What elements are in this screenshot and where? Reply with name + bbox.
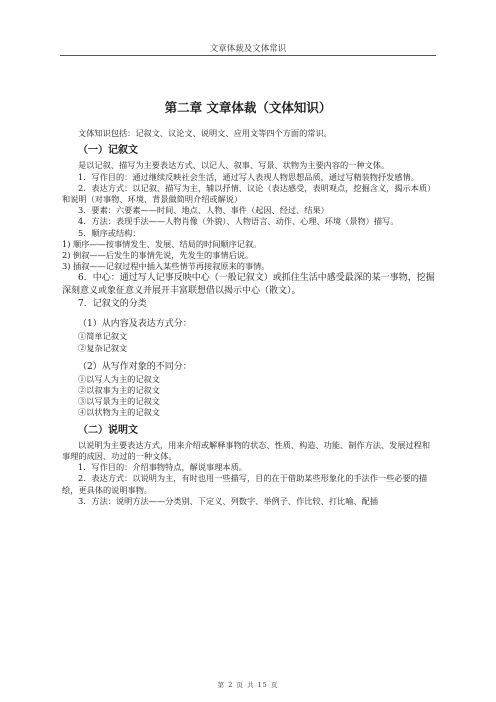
narrative-expression: 2．表达方式：以记叙、描写为主，辅以抒情、议论（表达感受，表明观点，挖掘含义，揭示本质）和说明（对事物、环境、背景做简明介绍或解说） (62, 182, 436, 205)
narrative-classification: 7．记叙文的分类 (78, 299, 147, 310)
expository-purpose: 1．写作目的：介绍事物特点，解说事理本质。 (78, 462, 247, 473)
classification-item: ②复杂记叙文 (78, 342, 128, 353)
classification-item: ④以状物为主的记叙文 (78, 407, 160, 418)
chapter-title: 第二章 文章体裁（文体知识） (164, 100, 332, 115)
page-header: 文章体裁及文体常识 (209, 44, 287, 54)
narrative-order: 5．顺序或结构： (78, 227, 141, 238)
header-rule (60, 55, 436, 56)
expository-definition: 以说明为主要表达方式，用来介绍或解释事物的状态、性质、构造、功能、制作方法、发展过程和事理的成因、功过的一种文体。 (62, 439, 431, 462)
classification-item: ①以写人为主的记叙文 (78, 373, 160, 384)
section-heading-narrative: （一）记叙文 (78, 145, 138, 157)
order-chronological: 1) 顺序——按事情发生、发展、结局的时间顺序记叙。 (62, 238, 262, 249)
classification-by-object: （2）从写作对象的不同分： (78, 361, 192, 372)
expository-methods: 3．方法：说明方法——分类别、下定义、列数字、举例子、作比较、打比喻、配插 (78, 495, 378, 506)
classification-item: ①简单记叙文 (78, 331, 128, 342)
intro-paragraph: 文体知识包括：记叙文、议论文、说明文、应用文等四个方面的常识。 (78, 128, 332, 138)
narrative-methods: 4．方法：表现手法——人物肖像（外貌）、人物语言、动作、心理、环境（景物）描写。 (78, 216, 399, 227)
narrative-center: 6．中心：通过写人记事反映中心（一般记叙文）或抓住生活中感受最深的某一事物，挖掘深刻意义或象征意义并展开丰富联想借以揭示中心（散文）。 (62, 273, 435, 297)
classification-item: ③以写景为主的记叙文 (78, 396, 160, 407)
narrative-elements: 3．要素：六要素——时间、地点、人物、事件（起因、经过、结果） (78, 205, 329, 216)
narrative-purpose: 1．写作目的：通过继续反映社会生活，通过写人表现人物思想品质，通过写精装物抒发感情。 (78, 171, 419, 182)
page-content (62, 128, 436, 507)
page-footer: 第 2 页 共 15 页 (217, 681, 279, 689)
expository-expression: 2．表达方式：以说明为主，有时也用一些描写，目的在于借助某些形象化的手法作一些必要的描绘，更具体的说明事物。 (62, 473, 428, 495)
order-interpolation: 3) 插叙——记叙过程中插入某些情节再接叙原来的事情。 (62, 261, 270, 272)
order-flashback: 2) 倒叙——后发生的事情先说，先发生的事情后说。 (62, 250, 254, 261)
classification-by-content: （1）从内容及表达方式分： (78, 319, 192, 330)
narrative-definition: 是以记叙、描写为主要表达方式、以记人、叙事、写景、状物为主要内容的一种文体。 (78, 160, 390, 171)
section-heading-expository: （二）说明文 (78, 424, 138, 436)
classification-item: ②以叙事为主的记叙文 (78, 385, 160, 396)
